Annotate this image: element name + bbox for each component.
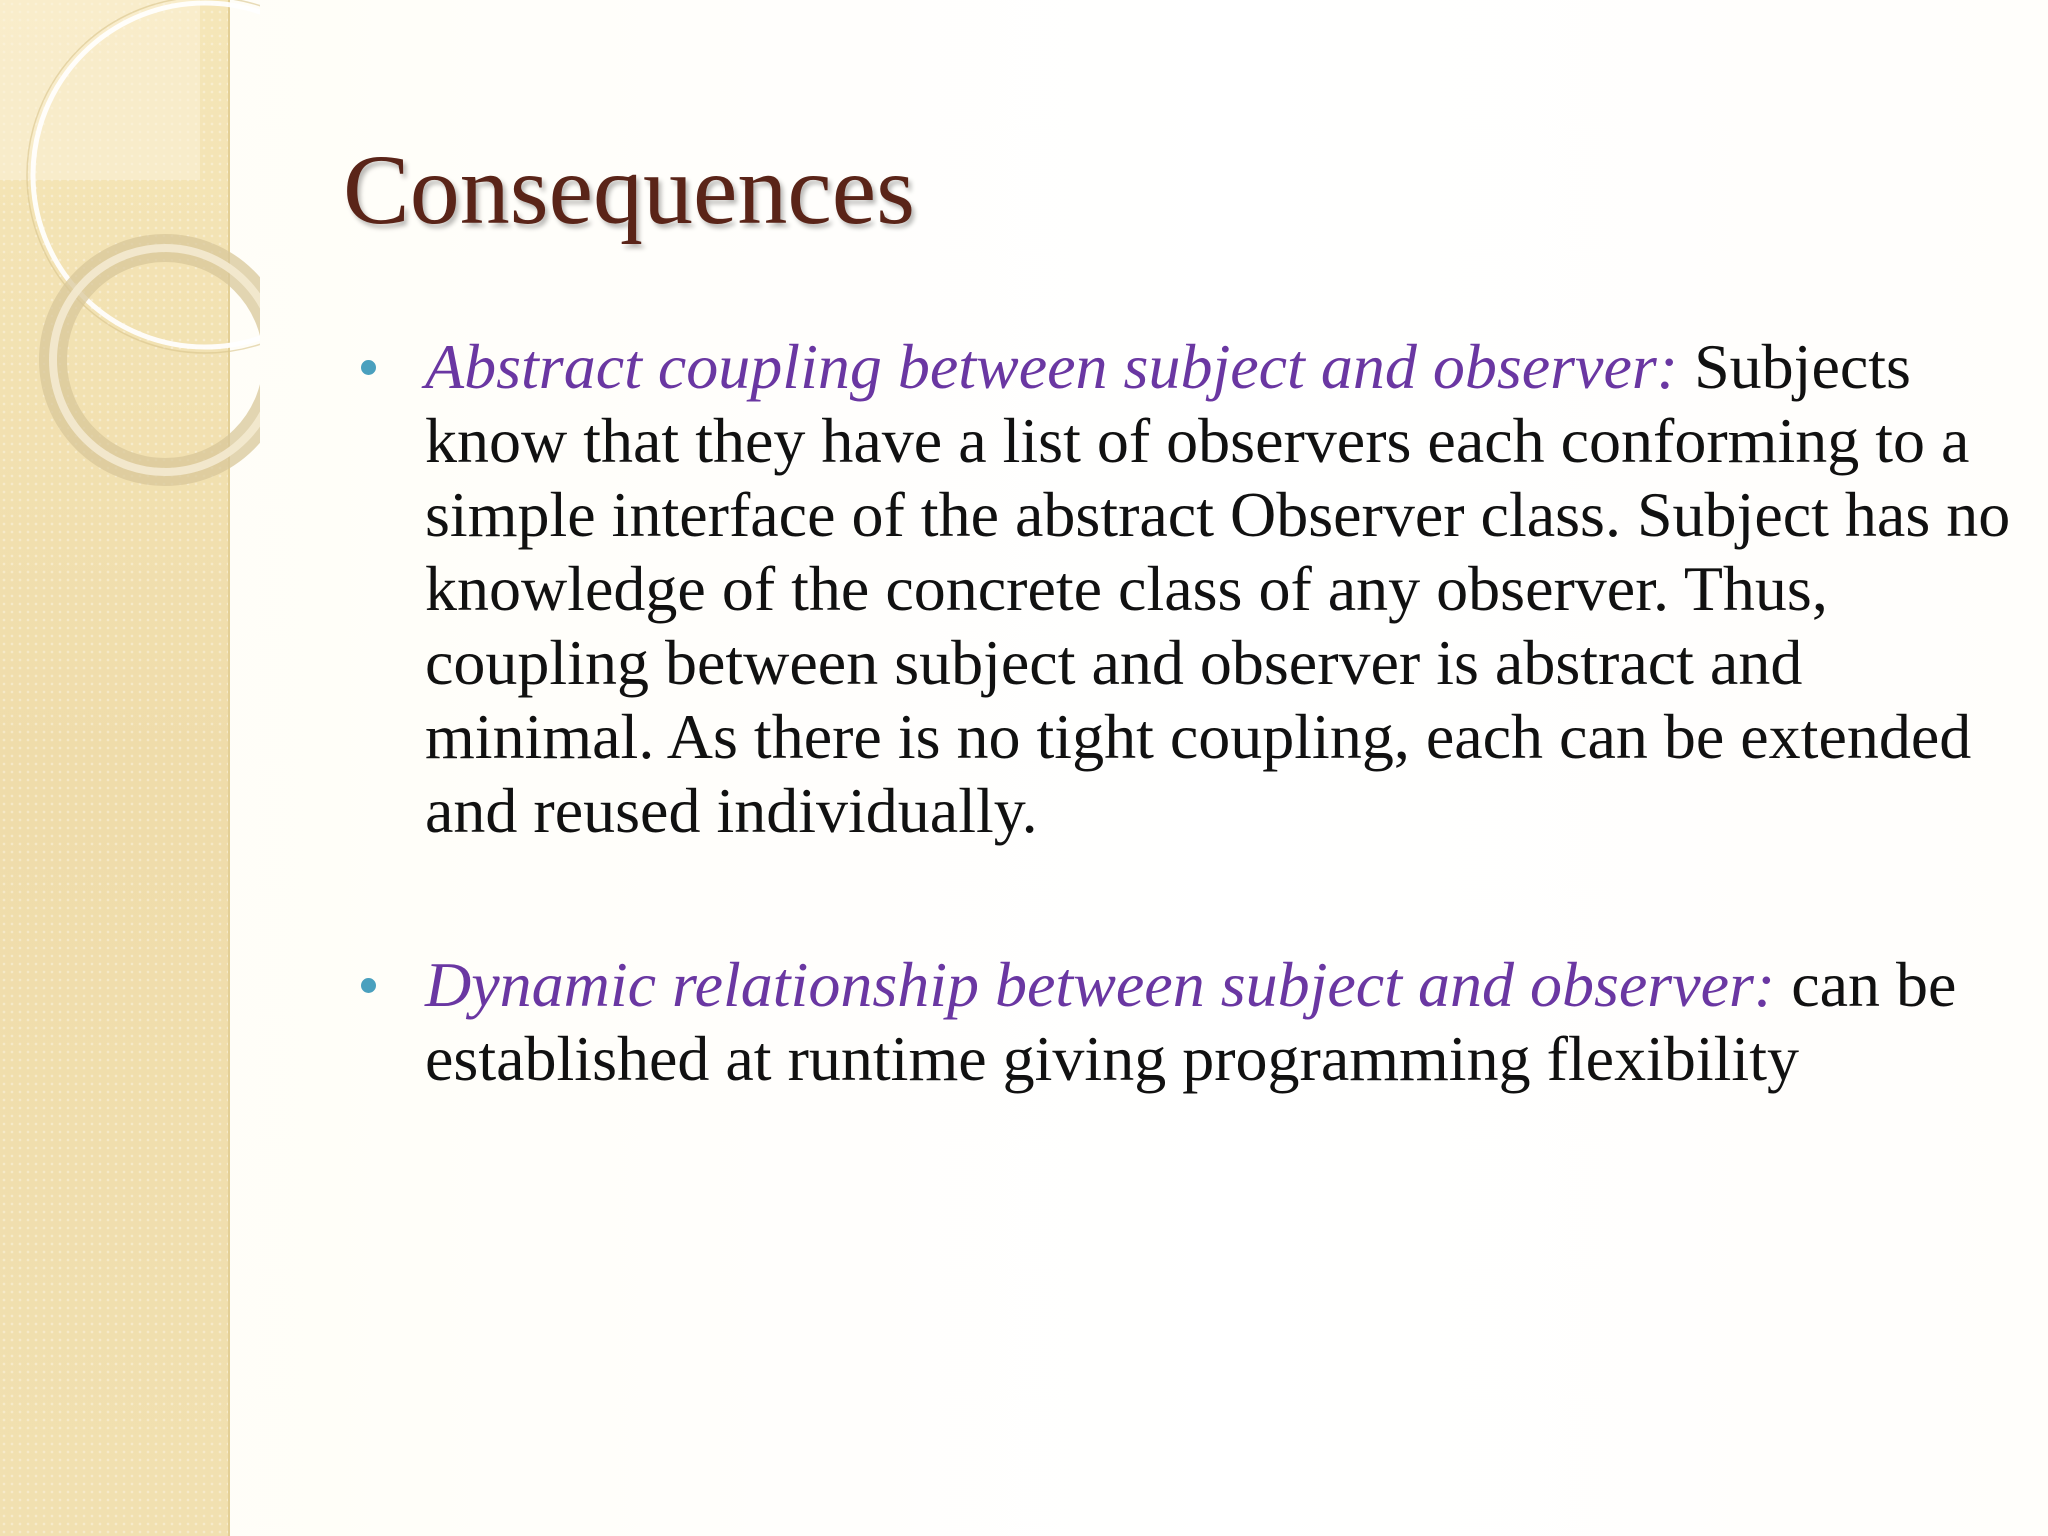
bullet-icon [361,978,376,993]
bullet-lead-text: Dynamic relationship between subject and observer: [425,949,1776,1020]
bullet-item-abstract-coupling [355,330,2015,848]
decorative-circles [0,0,260,520]
bullet-icon [361,360,376,375]
bullet-list [355,330,2015,1096]
bullet-body-text: Subjects know that they have a list of observers each conforming to a simple interface of the abstract Observer class. Subject has no knowledge of the concrete class of any observer. Thus, coupling between subject and observer is abstract and minimal. As there is no tight coupling, each can be extended and reused individually. [425,331,2011,846]
bullet-lead-text: Abstract coupling between subject and observer: [425,331,1679,402]
slide-title: Consequences [343,134,916,245]
bullet-body-text: can be established at runtime giving programming flexibility [425,949,1957,1094]
bullet-item-dynamic-relationship [355,948,2015,1096]
